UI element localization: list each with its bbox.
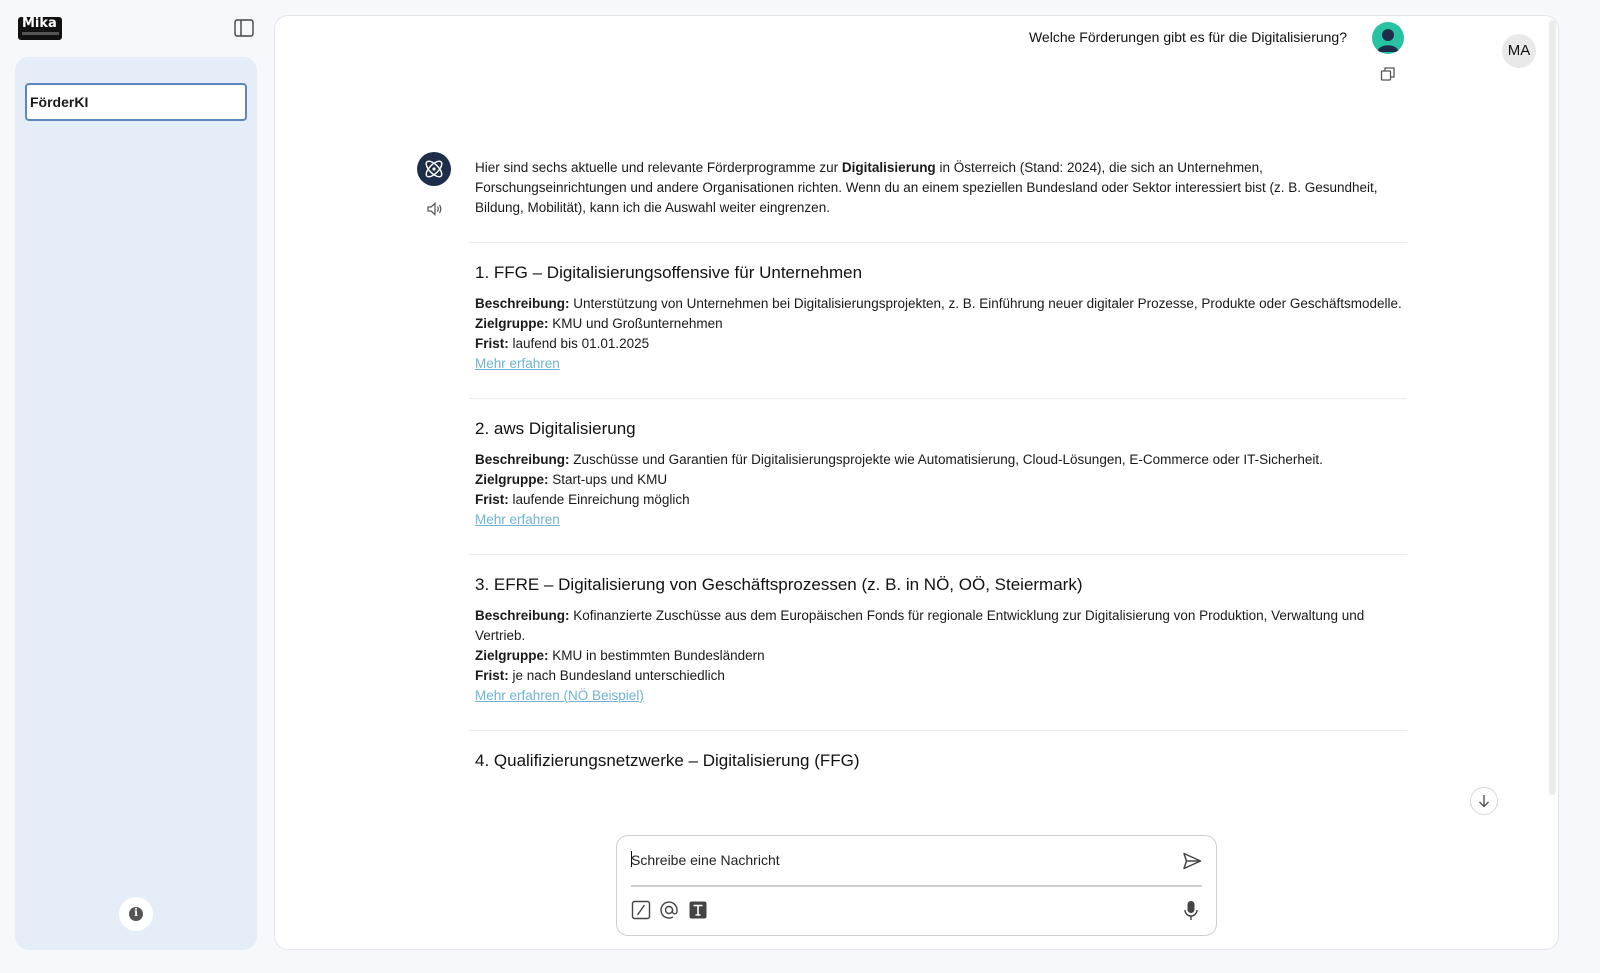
sidebar-item-foerderki[interactable]: FörderKI bbox=[25, 83, 247, 121]
program-audience bbox=[475, 646, 1407, 666]
info-button[interactable] bbox=[119, 897, 153, 931]
more-info-link[interactable]: Mehr erfahren bbox=[475, 512, 560, 527]
message-input[interactable] bbox=[631, 848, 1171, 872]
speaker-icon[interactable] bbox=[426, 201, 443, 217]
program-section bbox=[475, 243, 1407, 374]
intro-part: in Österreich (Stand: 2024), die sich an Unternehmen, Forschungseinrichtungen und andere Organisationen richten. Wenn du an einem speziellen Bundesland oder Sektor interessiert bist (z. B. Gesundheit, Bildung, Mobilität), kann ich die Auswahl weiter eingrenzen. bbox=[475, 160, 1378, 215]
composer-divider bbox=[631, 885, 1202, 887]
value: laufende Einreichung möglich bbox=[512, 492, 690, 507]
program-section bbox=[475, 731, 1407, 772]
scroll-down-button[interactable] bbox=[1470, 787, 1498, 815]
more-info-link[interactable]: Mehr erfahren bbox=[475, 356, 560, 371]
sidebar bbox=[15, 57, 257, 950]
copy-icon[interactable] bbox=[1380, 66, 1396, 82]
program-audience bbox=[475, 314, 1407, 334]
program-section bbox=[475, 555, 1407, 706]
chat-panel bbox=[274, 15, 1559, 950]
label: Zielgruppe: bbox=[475, 316, 549, 331]
value: KMU und Großunternehmen bbox=[552, 316, 723, 331]
label: Zielgruppe: bbox=[475, 648, 549, 663]
intro-part: Hier sind sechs aktuelle und relevante Förderprogramme zur bbox=[475, 160, 842, 175]
message-composer bbox=[616, 835, 1217, 936]
value: Unterstützung von Unternehmen bei Digitalisierungsprojekten, z. B. Einführung neuer digitaler Prozesse, Produkte oder Geschäftsmodelle. bbox=[573, 296, 1402, 311]
bot-avatar bbox=[417, 152, 451, 186]
program-deadline bbox=[475, 490, 1407, 510]
program-audience bbox=[475, 470, 1407, 490]
program-section bbox=[475, 399, 1407, 530]
info-icon: i bbox=[129, 907, 143, 921]
label: Beschreibung: bbox=[475, 452, 570, 467]
label: Beschreibung: bbox=[475, 608, 570, 623]
value: Zuschüsse und Garantien für Digitalisierungsprojekte wie Automatisierung, Cloud-Lösungen, E-Commerce oder IT-Sicherheit. bbox=[573, 452, 1323, 467]
program-title: 2. aws Digitalisierung bbox=[475, 419, 636, 438]
atom-icon bbox=[421, 156, 447, 182]
label: Zielgruppe: bbox=[475, 472, 549, 487]
intro-text bbox=[475, 158, 1407, 218]
value: KMU in bestimmten Bundesländern bbox=[552, 648, 765, 663]
person-icon bbox=[1372, 22, 1404, 54]
value: je nach Bundesland unterschiedlich bbox=[512, 668, 725, 683]
program-description bbox=[475, 450, 1407, 470]
program-title: 3. EFRE – Digitalisierung von Geschäftsprozessen (z. B. in NÖ, OÖ, Steiermark) bbox=[475, 575, 1083, 594]
text-caret bbox=[631, 851, 632, 867]
label: Frist: bbox=[475, 492, 509, 507]
logo-text: Mika bbox=[22, 17, 57, 31]
label: Beschreibung: bbox=[475, 296, 570, 311]
scrollbar[interactable] bbox=[1549, 20, 1556, 795]
value: Kofinanzierte Zuschüsse aus dem Europäischen Fonds für regionale Entwicklung zur Digitalisierung von Produktion, Verwaltung und Vertrieb. bbox=[475, 608, 1365, 643]
value: laufend bis 01.01.2025 bbox=[512, 336, 650, 351]
program-deadline bbox=[475, 666, 1407, 686]
intro-bold: Digitalisierung bbox=[841, 160, 936, 175]
arrow-down-icon bbox=[1477, 794, 1491, 808]
bot-message bbox=[475, 158, 1407, 782]
program-description bbox=[475, 294, 1407, 314]
sidebar-toggle-icon[interactable] bbox=[234, 19, 254, 37]
program-deadline bbox=[475, 334, 1407, 354]
at-icon[interactable] bbox=[659, 900, 679, 920]
more-info-link[interactable]: Mehr erfahren (NÖ Beispiel) bbox=[475, 688, 644, 703]
account-avatar[interactable]: MA bbox=[1502, 34, 1536, 68]
user-question: Welche Förderungen gibt es für die Digitalisierung? bbox=[1028, 29, 1347, 45]
app-logo bbox=[18, 17, 62, 40]
value: Start-ups und KMU bbox=[552, 472, 668, 487]
label: Frist: bbox=[475, 668, 509, 683]
slash-command-icon[interactable] bbox=[631, 900, 651, 920]
program-description bbox=[475, 606, 1407, 646]
user-avatar bbox=[1372, 22, 1404, 54]
program-title: 4. Qualifizierungsnetzwerke – Digitalisierung (FFG) bbox=[475, 751, 860, 770]
label: Frist: bbox=[475, 336, 509, 351]
program-title: 1. FFG – Digitalisierungsoffensive für Unternehmen bbox=[475, 263, 863, 282]
text-format-icon[interactable] bbox=[688, 900, 708, 920]
microphone-icon[interactable] bbox=[1183, 900, 1199, 922]
send-icon[interactable] bbox=[1182, 851, 1202, 871]
